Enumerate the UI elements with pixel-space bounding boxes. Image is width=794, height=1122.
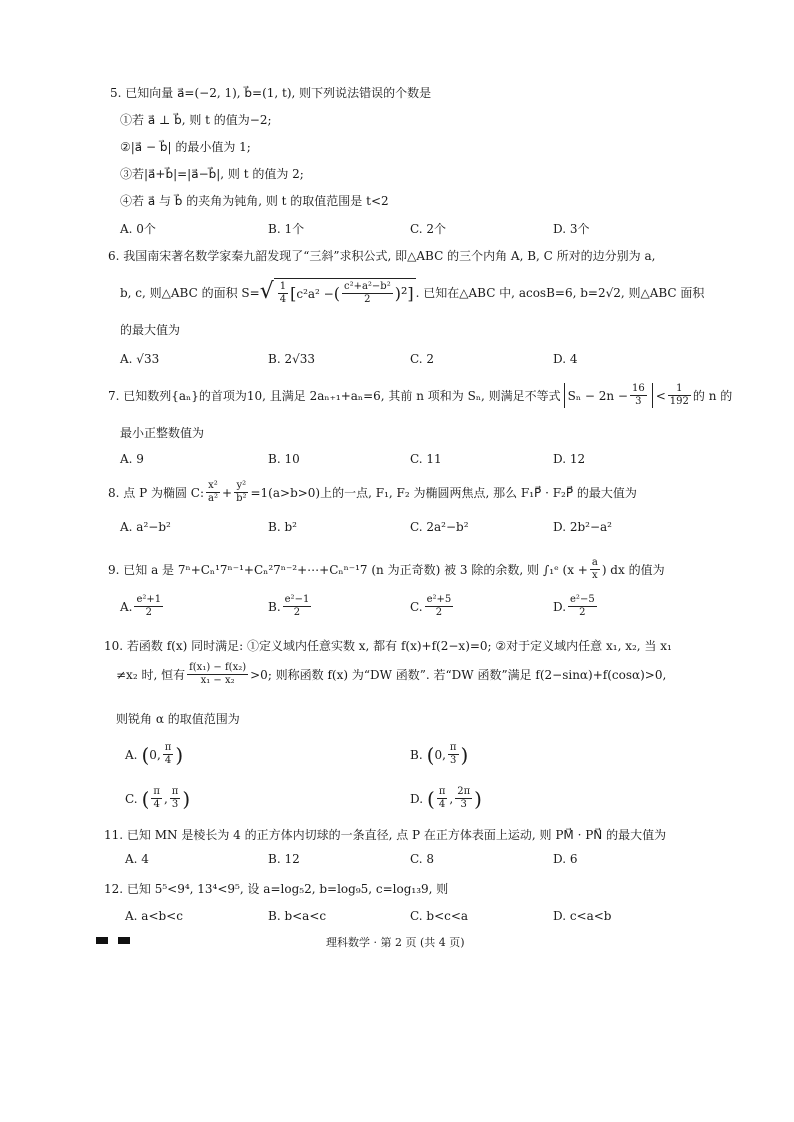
q8-frac-x: $\frac{\text{x²}}{\text{a²}}$ [208, 480, 218, 504]
q9-frac-a-x: $\frac{a}{x}$ [591, 557, 598, 581]
q7-less-than: < [655, 388, 666, 403]
q11-option-c: C. 8 [410, 852, 435, 866]
q7-frac-1-192: $\frac{1}{192}$ [669, 383, 689, 407]
q12-option-c: C. b<c<a [410, 909, 469, 923]
page-footer: 理科数学 · 第 2 页 (共 4 页) [326, 936, 465, 949]
q11-option-b: B. 12 [268, 852, 300, 866]
q6-formula: $\frac{1}{4}$ [ c²a² − ( $\frac{\text{c²+a²−b²}}{2}$ )²] [274, 278, 416, 306]
q9-stem-end: ) dx 的值为 [601, 563, 665, 577]
q10-line-2-start: ≠x₂ 时, 恒有 [116, 668, 186, 682]
q5-option-c: C. 2个 [410, 222, 447, 236]
registration-marks [96, 933, 140, 947]
q10-option-b: B. ( 0 , $\frac{\pi}{3}$ ) [410, 742, 469, 767]
q7-line-1 [108, 383, 732, 408]
q6-formula-c2a2: c²a² − [296, 286, 334, 301]
q5-statement-4: ④若 a⃗ 与 b⃗ 的夹角为钝角, 则 t 的取值范围是 t<2 [120, 194, 389, 208]
q6-line-2 [120, 278, 704, 306]
q6-frac-quarter: $\frac{1}{4}$ [279, 281, 287, 305]
q9-option-a: A. $\frac{\text{e²+1}}{2}$ [120, 594, 162, 618]
q5-option-d: D. 3个 [553, 222, 590, 236]
q9-stem-start: 9. 已知 a 是 7ⁿ+Cₙ¹7ⁿ⁻¹+Cₙ²7ⁿ⁻²+⋯+Cₙⁿ⁻¹7 (n 为正奇数) 被 3 除的余数, 则 [108, 563, 539, 577]
q8-stem-end: =1(a>b>0)上的一点, F₁, F₂ 为椭圆两焦点, 那么 F₁P⃗ · F₂P⃗ 的最大值为 [250, 486, 637, 500]
q12-option-b: B. b<a<c [268, 909, 327, 923]
q12-option-a: A. a<b<c [125, 909, 183, 923]
q7-option-b: B. 10 [268, 452, 300, 466]
q12-option-d: D. c<a<b [553, 909, 612, 923]
q9-option-b: B. $\frac{\text{e²−1}}{2}$ [268, 594, 310, 618]
q10-frac: $\frac{\text{f(x₁) − f(x₂)}}{\text{x₁ − x₂}}$ [189, 662, 247, 686]
q9-integral: ∫₁ᵉ (x + [543, 562, 588, 577]
q6-line-3: 的最大值为 [120, 323, 181, 337]
q10-option-a: A. ( 0 , $\frac{\pi}{4}$ ) [125, 742, 184, 767]
q10-line-2 [116, 662, 666, 687]
q6-option-c: C. 2 [410, 352, 435, 366]
q7-abs-expression [564, 383, 653, 408]
q8-stem-start: 8. 点 P 为椭圆 C: [108, 486, 205, 500]
q9-option-c: C. $\frac{\text{e²+5}}{2}$ [410, 594, 452, 618]
q7-option-d: D. 12 [553, 452, 586, 466]
q7-frac-16-3: $\frac{16}{3}$ [631, 383, 645, 407]
q11-option-a: A. 4 [125, 852, 149, 866]
q7-line-2: 最小正整数值为 [120, 426, 205, 440]
q10-line-3: 则锐角 α 的取值范围为 [116, 712, 240, 726]
q9-option-d: D. $\frac{\text{e²−5}}{2}$ [553, 594, 595, 618]
q6-line-1: 6. 我国南宋著名数学家秦九韶发现了“三斜”求积公式, 即△ABC 的三个内角 A, B, C 所对的边分别为 a, [108, 249, 656, 263]
q6-line-2-rest: . 已知在△ABC 中, acosB=6, b=2√2, 则△ABC 面积 [415, 285, 705, 300]
q6-option-d: D. 4 [553, 352, 578, 366]
q11-option-d: D. 6 [553, 852, 578, 866]
q6-option-a: A. √33 [120, 352, 160, 366]
q5-statement-1: ①若 a⃗ ⊥ b⃗, 则 t 的值为−2; [120, 113, 272, 127]
q8-option-a: A. a²−b² [120, 520, 171, 534]
q5-statement-2: ②|a⃗ − b⃗| 的最小值为 1; [120, 140, 251, 154]
q7-option-a: A. 9 [120, 452, 144, 466]
q6-option-b: B. 2√33 [268, 352, 315, 366]
q8-frac-y: $\frac{\text{y²}}{\text{b²}}$ [236, 480, 247, 504]
q10-line-1: 10. 若函数 f(x) 同时满足: ①定义域内任意实数 x, 都有 f(x)+f(2−x)=0; ②对于定义域内任意 x₁, x₂, 当 x₁ [104, 639, 672, 653]
q8-option-d: D. 2b²−a² [553, 520, 612, 534]
q6-frac-inner: $\frac{\text{c²+a²−b²}}{2}$ [343, 281, 391, 305]
q9-stem [108, 557, 665, 582]
q11-stem: 11. 已知 MN 是棱长为 4 的正方体内切球的一条直径, 点 P 在正方体表面上运动, 则 PM⃗ · PN⃗ 的最大值为 [104, 828, 667, 842]
q6-line-2-text: b, c, 则△ABC 的面积 S= [120, 285, 260, 300]
q5-statement-3: ③若|a⃗+b⃗|=|a⃗−b⃗|, 则 t 的值为 2; [120, 167, 304, 181]
q10-option-c: C. ( $\frac{\pi}{4}$ , $\frac{\pi}{3}$ ) [125, 786, 191, 811]
q7-option-c: C. 11 [410, 452, 442, 466]
mark-2 [118, 937, 130, 944]
mark-1 [96, 937, 108, 944]
q5-option-b: B. 1个 [268, 222, 305, 236]
q10-line-2-end: >0; 则称函数 f(x) 为“DW 函数”. 若“DW 函数”满足 f(2−sinα)+f(cosα)>0, [250, 668, 667, 682]
q12-stem: 12. 已知 5⁵<9⁴, 13⁴<9⁵, 设 a=log₅2, b=log₉5, c=log₁₃9, 则 [104, 882, 449, 896]
q10-option-d: D. ( $\frac{\pi}{4}$ , $\frac{2\pi}{3}$ ) [410, 786, 482, 811]
q7-expression: Sₙ − 2n − [567, 388, 628, 403]
q7-line-1-text: 7. 已知数列{aₙ}的首项为10, 且满足 2aₙ₊₁+aₙ=6, 其前 n 项和为 Sₙ, 则满足不等式 [108, 389, 561, 403]
q8-option-c: C. 2a²−b² [410, 520, 469, 534]
q7-line-1-end: 的 n 的 [692, 389, 733, 403]
q8-option-b: B. b² [268, 520, 297, 534]
q8-stem: 8. 点 P 为椭圆 C: $\frac{\text{x²}}{\text{a²}}$ + $\frac{\text{y²}}{\text{b²}}$ =1(a>b>0)上的一点, F₁, F₂ 为椭圆两焦点, 那么 F₁P⃗ · F₂P⃗ 的最大值为 [108, 480, 637, 504]
sqrt-symbol: √ [259, 279, 274, 304]
q5-stem: 5. 已知向量 a⃗=(−2, 1), b⃗=(1, t), 则下列说法错误的个数是 [110, 86, 432, 100]
q5-option-a: A. 0个 [120, 222, 156, 236]
